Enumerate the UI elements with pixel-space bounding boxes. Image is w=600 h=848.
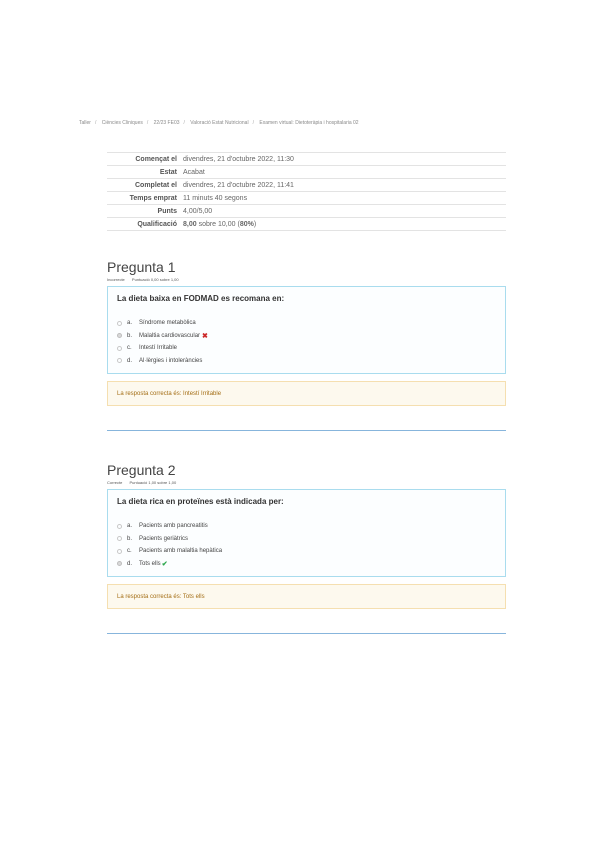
grade-score: 8,00 xyxy=(183,220,197,228)
question-score: Puntuació 1,00 sobre 1,00 xyxy=(129,480,177,485)
option-label: Intestí Irritable xyxy=(139,345,178,352)
summary-row xyxy=(107,166,506,179)
question-status: Incorrecte xyxy=(107,277,125,282)
answer-option xyxy=(117,355,496,368)
question-status: Correcte xyxy=(107,480,123,485)
question-box xyxy=(107,489,506,577)
correct-answer-feedback: La resposta correcta és: Intestí Irritable xyxy=(107,381,506,406)
summary-row xyxy=(107,192,506,205)
summary-label: Temps emprat xyxy=(107,192,183,205)
breadcrumb-item[interactable]: Taller xyxy=(79,120,91,126)
answer-option xyxy=(117,545,496,558)
summary-row xyxy=(107,218,506,231)
attempt-summary-table xyxy=(107,152,506,231)
option-label: Pacients geriàtrics xyxy=(139,535,189,542)
question-score: Puntuació 0,00 sobre 1,00 xyxy=(131,277,179,282)
option-letter: c. xyxy=(127,548,132,555)
radio-button-checked[interactable] xyxy=(117,561,122,566)
summary-label: Començat el xyxy=(107,153,183,166)
option-letter: c. xyxy=(127,345,132,352)
summary-value: 11 minuts 40 segons xyxy=(183,192,506,205)
answer-option xyxy=(117,533,496,546)
summary-value: divendres, 21 d'octubre 2022, 11:41 xyxy=(183,179,506,192)
grade-scale: sobre 10,00 ( xyxy=(196,220,240,228)
answer-option xyxy=(117,520,496,533)
option-label: Al·lèrgies i intoleràncies xyxy=(139,357,203,364)
breadcrumb-item[interactable]: 22/23 FE03 xyxy=(153,120,180,126)
question-1 xyxy=(107,259,507,406)
question-box xyxy=(107,286,506,374)
breadcrumb: Taller / Ciències Cliniques / 22/23 FE03 / Valoració Estat Nutricional / Examen virtual: Dietoteràpia i hospitalaria 02 xyxy=(79,120,359,126)
question-title: Pregunta 2 xyxy=(107,462,176,478)
option-label: Pacients amb pancreatitis xyxy=(139,523,208,530)
summary-row xyxy=(107,205,506,218)
incorrect-icon: ✖ xyxy=(202,332,208,340)
option-letter: b. xyxy=(127,535,133,542)
radio-button[interactable] xyxy=(117,321,122,326)
correct-check-icon: ✔ xyxy=(161,560,168,568)
grade-close: ) xyxy=(253,220,257,228)
question-text: La dieta rica en proteïnes està indicada per: xyxy=(117,497,284,506)
radio-button[interactable] xyxy=(117,346,122,351)
option-label: Pacients amb malaltia hepàtica xyxy=(139,548,223,555)
question-text: La dieta baixa en FODMAD es recomana en: xyxy=(117,294,285,303)
answer-option xyxy=(117,558,496,571)
option-letter: d. xyxy=(127,357,133,364)
summary-label: Punts xyxy=(107,205,183,218)
question-2 xyxy=(107,462,507,609)
radio-button[interactable] xyxy=(117,549,122,554)
grade-value xyxy=(183,218,506,231)
radio-button[interactable] xyxy=(117,358,122,363)
option-label: Síndrome metabòlica xyxy=(139,320,196,327)
grade-percent: 80% xyxy=(239,220,254,228)
breadcrumb-item[interactable]: Ciències Cliniques xyxy=(101,120,143,126)
question-meta xyxy=(107,480,507,486)
question-title: Pregunta 1 xyxy=(107,259,176,275)
radio-button[interactable] xyxy=(117,536,122,541)
question-meta xyxy=(107,277,507,283)
question-divider xyxy=(107,633,506,634)
option-letter: a. xyxy=(127,523,133,530)
question-divider xyxy=(107,430,506,431)
answer-option xyxy=(117,330,496,343)
answer-option xyxy=(117,342,496,355)
option-letter: b. xyxy=(127,332,133,339)
option-letter: d. xyxy=(127,560,133,567)
summary-label: Qualificació xyxy=(107,218,183,231)
answer-option xyxy=(117,317,496,330)
radio-button-checked[interactable] xyxy=(117,333,122,338)
summary-value: 4,00/5,00 xyxy=(183,205,506,218)
option-label: Tots ells xyxy=(139,560,161,567)
option-label: Malaltia cardiovascular xyxy=(139,332,201,339)
summary-label: Estat xyxy=(107,166,183,179)
option-letter: a. xyxy=(127,320,133,327)
radio-button[interactable] xyxy=(117,524,122,529)
breadcrumb-item[interactable]: Examen virtual: Dietoteràpia i hospitalaria 02 xyxy=(259,120,359,126)
summary-value: Acabat xyxy=(183,166,506,179)
summary-label: Completat el xyxy=(107,179,183,192)
summary-value: divendres, 21 d'octubre 2022, 11:30 xyxy=(183,153,506,166)
summary-row xyxy=(107,153,506,166)
summary-row xyxy=(107,179,506,192)
breadcrumb-item[interactable]: Valoració Estat Nutricional xyxy=(190,120,249,126)
correct-answer-feedback: La resposta correcta és: Tots ells xyxy=(107,584,506,609)
